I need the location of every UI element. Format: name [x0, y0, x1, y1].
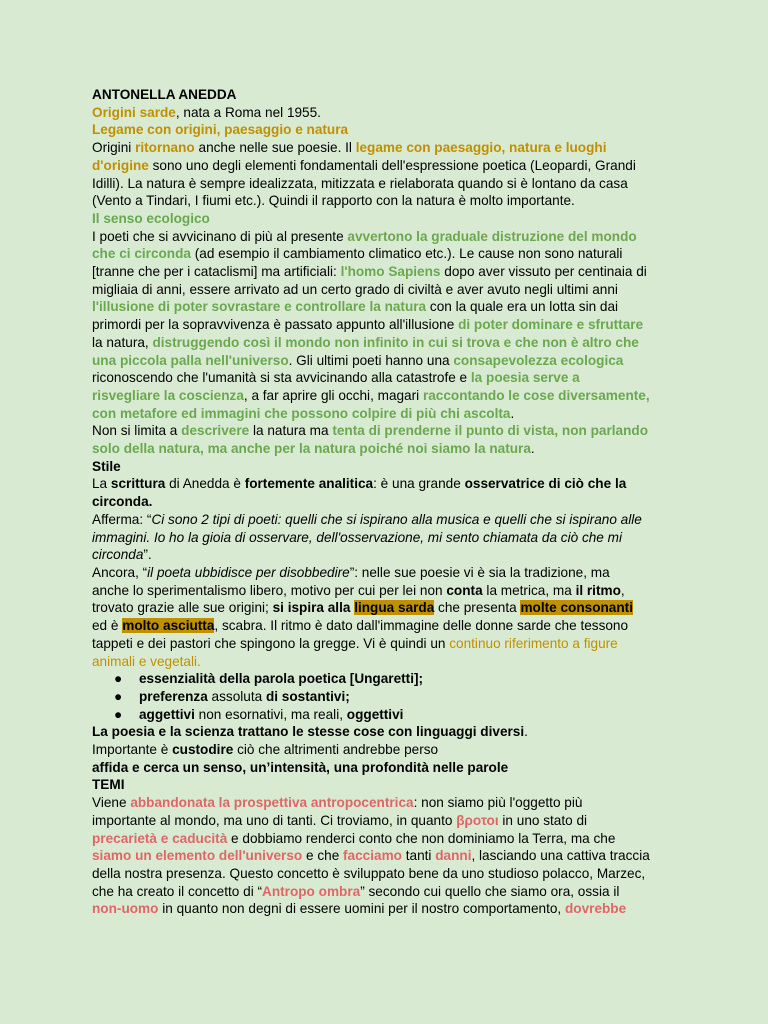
text-span: .: [510, 405, 515, 421]
text-line: [92, 298, 682, 316]
text-span: di poter dominare e sfruttare: [458, 317, 644, 333]
text-span: e che: [302, 848, 344, 864]
text-line: [92, 794, 682, 812]
text-span: (ad esempio il cambiamento climatico etc.). Le cause non sono naturali: [190, 246, 623, 262]
text-span: tanti: [401, 848, 436, 864]
text-span: affida e cerca un senso, un’intensità, una profondità nelle parole: [92, 759, 509, 775]
paragraph-ecologico: [92, 228, 682, 458]
list-item: [92, 688, 682, 706]
text-span: anche lo sperimentalismo libero, motivo per cui per lei non: [92, 582, 447, 598]
text-span: l'homo Sapiens: [340, 264, 441, 280]
text-line: [92, 511, 682, 529]
text-line: [92, 599, 682, 617]
text-span: la natura ma: [249, 423, 333, 439]
text-span: tenta di prenderne il punto di vista, non parlando: [332, 423, 649, 439]
list-item: [92, 706, 682, 724]
text-span: non-uomo: [92, 901, 159, 917]
text-span: aggettivi: [139, 706, 195, 722]
text-span: anche nelle sue poesie. Il: [194, 140, 356, 156]
text-span: in quanto non degni di essere uomini per il nostro comportamento,: [158, 901, 565, 917]
document-page: [92, 86, 682, 918]
text-span: assoluta: [207, 688, 266, 704]
text-span: primordi per la sopravvivenza è passato appunto all'illusione: [92, 317, 459, 333]
text-span: fortemente analitica: [244, 476, 374, 492]
text-line: [92, 157, 682, 175]
text-line: [92, 617, 682, 635]
text-span: osservatrice di ciò che la: [464, 476, 627, 492]
text-span: ed è: [92, 618, 123, 634]
text-span: che presenta: [434, 600, 521, 616]
bullet-icon: ●: [114, 706, 123, 722]
text-span: distruggendo così il mondo non infinito in cui si trova e che non è altro che: [152, 334, 639, 350]
text-span: ”: nelle sue poesie vi è sia la tradizione, ma: [349, 564, 610, 580]
text-span: in uno stato di: [498, 812, 588, 828]
text-span: circonda: [92, 547, 144, 563]
text-span: della nostra presenza. Questo concetto è sviluppato bene da uno studioso polacco, Marzec,: [92, 865, 646, 881]
text-span: Viene: [92, 795, 131, 811]
text-span: scrittura: [110, 476, 166, 492]
text-line: [92, 139, 682, 157]
text-span: essenzialità della parola poetica [Ungaretti];: [139, 671, 424, 687]
text-span: tappeti e dei pastori che spingono la gregge. Vi è quindi un: [92, 635, 450, 651]
text-span: si ispira alla: [272, 600, 355, 616]
text-line: [92, 245, 682, 263]
text-span: Origini: [92, 140, 136, 156]
text-span: raccontando le cose diversamente,: [422, 387, 650, 403]
text-span: non esornativi, ma reali,: [194, 706, 347, 722]
text-line: [92, 369, 682, 387]
text-span: precarietà e caducità: [92, 830, 228, 846]
text-line: [92, 475, 682, 493]
text-span: Origini sarde: [92, 104, 176, 120]
text-span: trovato grazie alle sue origini;: [92, 600, 273, 616]
text-span: Afferma: “: [92, 511, 152, 527]
text-span: immagini. Io ho la gioia di osservare, dell'osservazione, mi sento chiamata da ciò che mi: [92, 529, 622, 545]
text-line: [92, 334, 682, 352]
text-line: [92, 812, 682, 830]
text-span: danni: [435, 848, 472, 864]
bullet-list: [92, 670, 682, 723]
text-line: [92, 316, 682, 334]
text-span: ” secondo cui quello che siamo ora, ossia il: [360, 883, 620, 899]
text-line: [92, 830, 682, 848]
text-span: Non si limita a: [92, 423, 182, 439]
intro-line: [92, 104, 682, 122]
text-line: [92, 564, 682, 582]
text-span: riconoscendo che l'umanità si sta avvicinando alla catastrofe e: [92, 370, 471, 386]
text-span: Antropo ombra: [262, 883, 361, 899]
text-span: la poesia serve a: [470, 370, 580, 386]
text-span: di sostantivi;: [265, 688, 350, 704]
text-span: il ritmo: [575, 582, 621, 598]
text-span: la metrica, ma: [482, 582, 576, 598]
text-line: [92, 422, 682, 440]
text-span: descrivere: [181, 423, 250, 439]
text-span: siamo un elemento dell'universo: [92, 848, 303, 864]
text-line: [92, 440, 682, 458]
text-span: dovrebbe: [564, 901, 627, 917]
text-span: avvertono la graduale distruzione del mondo: [347, 228, 637, 244]
text-line: [92, 847, 682, 865]
text-span: La: [92, 476, 111, 492]
text-span: I poeti che si avvicinano di più al presente: [92, 228, 348, 244]
bullet-icon: ●: [114, 688, 123, 704]
text-span: ”.: [143, 547, 152, 563]
text-span: consapevolezza ecologica: [453, 352, 624, 368]
text-span: che ha creato il concetto di “: [92, 883, 263, 899]
text-line: [92, 883, 682, 901]
text-span: dopo aver vissuto per centinaia di: [440, 264, 647, 280]
text-span: il poeta ubbidisce per disobbedire: [147, 564, 350, 580]
paragraph-stile: [92, 475, 682, 670]
heading-stile: Stile: [92, 458, 121, 474]
text-span: continuo riferimento a figure: [449, 635, 618, 651]
list-item: [92, 670, 682, 688]
text-span: .: [524, 724, 528, 740]
text-line: [92, 741, 682, 759]
text-span: . Gli ultimi poeti hanno una: [288, 352, 454, 368]
text-span: ,: [620, 582, 625, 598]
bullet-icon: ●: [114, 671, 123, 687]
text-span: : è una grande: [373, 476, 465, 492]
text-span: di Anedda è: [165, 476, 245, 492]
text-span: circonda.: [92, 494, 153, 510]
text-span: preferenza: [139, 688, 208, 704]
text-span: oggettivi: [346, 706, 404, 722]
text-span: con la quale era un lotta sin dai: [426, 299, 619, 315]
text-line: [92, 387, 682, 405]
text-span: [tranne che per i cataclismi] ma artificiali:: [92, 264, 341, 280]
document-title: ANTONELLA ANEDDA: [92, 87, 237, 102]
text-span: legame con paesaggio, natura e luoghi: [355, 140, 607, 156]
text-span: , a far aprire gli occhi, magari: [243, 387, 423, 403]
text-span: , scabra. Il ritmo è dato dall'immagine delle donne sarde che tessono: [214, 618, 629, 634]
text-span: la natura,: [92, 334, 153, 350]
text-span: Ci sono 2 tipi di poeti: quelli che si ispirano alla musica e quelli che si ispirano alle: [151, 511, 642, 527]
text-line: [92, 352, 682, 370]
heading-senso-ecologico: Il senso ecologico: [92, 210, 210, 226]
text-span: con metafore ed immagini che possono colpire di più chi ascolta: [92, 405, 511, 421]
text-line: [92, 405, 682, 423]
text-span: La poesia e la scienza trattano le stesse cose con linguaggi diversi: [92, 724, 525, 740]
heading-temi: TEMI: [92, 777, 125, 793]
text-span: che ci circonda: [92, 246, 191, 262]
text-span: sono uno degli elementi fondamentali dell'espressione poetica (Leopardi, Grandi: [148, 157, 636, 173]
text-span: risvegliare la coscienza: [92, 387, 244, 403]
paragraph-temi: [92, 794, 682, 918]
text-span: facciamo: [343, 848, 402, 864]
text-span: una piccola palla nell'universo: [92, 352, 289, 368]
highlight-molte-consonanti: molte consonanti: [520, 600, 633, 616]
text-line: [92, 228, 682, 246]
text-span: : non siamo più l'oggetto più: [413, 795, 583, 811]
text-line: [92, 546, 682, 564]
text-span: solo della natura, ma anche per la natura poiché noi siamo la natura: [92, 441, 531, 457]
paragraph-scienza: [92, 723, 682, 776]
heading-origini: Legame con origini, paesaggio e natura: [92, 122, 349, 138]
text-span: βροτοι: [456, 812, 499, 828]
text-span: Idilli). La natura è sempre idealizzata, mitizzata e rielaborata quando si è lontano da casa: [92, 175, 628, 191]
text-span: conta: [446, 582, 483, 598]
highlight-molto-asciutta: molto asciutta: [122, 618, 215, 634]
text-line: [92, 263, 682, 281]
text-span: l'illusione di poter sovrastare e controllare la natura: [92, 299, 427, 315]
text-line: [92, 582, 682, 600]
text-span: importante al mondo, ma uno di tanti. Ci troviamo, in quanto: [92, 812, 457, 828]
text-span: e dobbiamo renderci conto che non dominiamo la Terra, ma che: [227, 830, 616, 846]
text-span: , nata a Roma nel 1955.: [175, 104, 321, 120]
text-span: , lasciando una cattiva traccia: [471, 848, 650, 864]
text-span: Importante è: [92, 742, 173, 758]
paragraph-origini: [92, 139, 682, 210]
highlight-lingua-sarda: lingua sarda: [354, 600, 435, 616]
text-span: animali e vegetali.: [92, 653, 201, 669]
text-span: d'origine: [92, 157, 149, 173]
text-span: Ancora, “: [92, 564, 148, 580]
text-line: [92, 900, 682, 918]
text-span: ritornano: [135, 140, 195, 156]
text-line: [92, 635, 682, 653]
text-span: migliaia di anni, essere arrivato ad un certo grado di civiltà e aver avuto negli ultimi anni: [92, 281, 618, 297]
text-span: custodire: [172, 742, 234, 758]
text-line: [92, 723, 682, 741]
text-span: .: [530, 441, 535, 457]
text-span: ciò che altrimenti andrebbe perso: [233, 742, 439, 758]
text-span: (Vento a Tindari, I fiumi etc.). Quindi il rapporto con la natura è molto importante.: [92, 193, 575, 209]
text-span: abbandonata la prospettiva antropocentrica: [130, 795, 414, 811]
